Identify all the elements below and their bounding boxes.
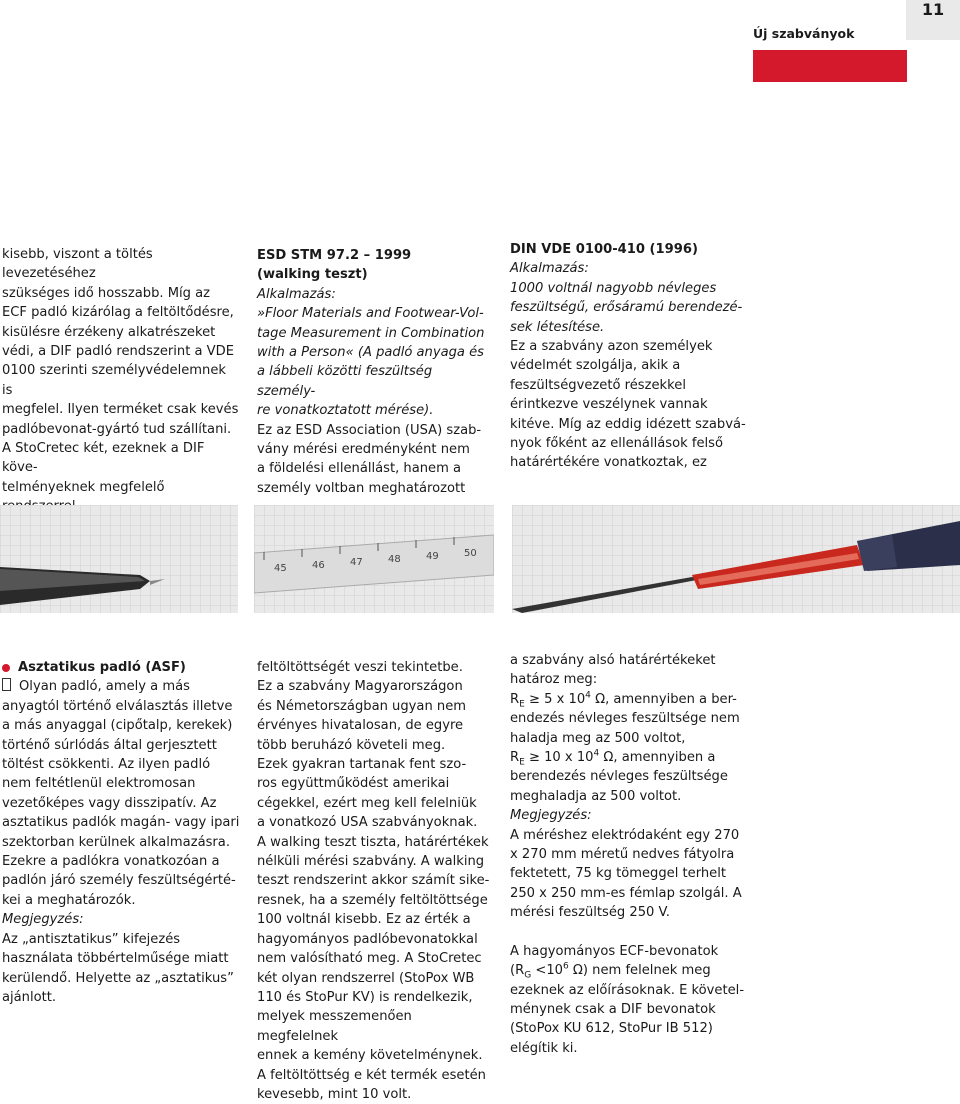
box-glyph-icon — [2, 678, 11, 691]
text-line: Ezek gyakran tartanak fent szo- — [257, 757, 467, 773]
formula-symbol: R — [510, 691, 520, 707]
formula-subscript: E — [519, 699, 525, 710]
text-line: Ezekre a padlókra vonatkozóan a — [2, 854, 220, 870]
ruler-number: 47 — [350, 557, 363, 568]
text-line: ennek a kemény követelménynek. — [257, 1048, 483, 1064]
text-line — [2, 677, 240, 696]
text-line: re vonatkoztatott mérése). — [257, 403, 434, 419]
text-line: 100 voltnál kisebb. Ez az érték a — [257, 912, 471, 928]
formula-unit: Ω, amennyiben a ber- — [590, 691, 737, 707]
text-line: A StoCretec két, ezeknek a DIF köve- — [2, 441, 205, 476]
text-line: töltést csökkenti. Az ilyen padló — [2, 757, 211, 773]
text-line: kerülendő. Helyette az „asztatikus” — [2, 970, 234, 986]
text-line: padlóbevonat-gyártó tud szállítani. — [2, 421, 232, 437]
photo-ruler — [254, 505, 494, 613]
application-label: Alkalmazás: — [510, 261, 589, 277]
text-line: feszültségvezető részekkel — [510, 377, 686, 393]
text-line: határértékére vonatkoztak, ez — [510, 455, 707, 471]
bottom-column-3 — [510, 651, 746, 1058]
text-line: fektetett, 75 kg tömeggel terhelt — [510, 866, 727, 882]
standard-title: ESD STM 97.2 – 1999 — [257, 248, 412, 263]
text-line: Az „antisztatikus” kifejezés — [2, 931, 181, 947]
text-line: padlón járó személy feszültségérté- — [2, 873, 236, 889]
text-line: vány mérési eredményként nem — [257, 442, 470, 458]
text-line: tage Measurement in Combination — [257, 325, 485, 341]
text-line: a szabvány alsó határértékeket — [510, 653, 716, 668]
text-line: Ez a szabvány Magyarországon — [257, 679, 463, 695]
formula-line — [510, 690, 746, 709]
text-line: Ez a szabvány azon személyek — [510, 339, 713, 355]
text-line: szektorban kerülnek alkalmazásra. — [2, 834, 230, 850]
text-line: több beruházó követeli meg. — [257, 737, 446, 753]
text-line: 110 és StoPur KV) is rendelkezik, — [257, 989, 473, 1005]
text-line: melyek messzemenően megfelelnek — [257, 1009, 412, 1044]
text-line: teszt rendszerint akkor számít sike- — [257, 873, 490, 889]
text-line: feltöltöttségét veszi tekintetbe. — [257, 660, 463, 675]
formula-superscript: 4 — [585, 690, 591, 701]
text-line: sek létesítése. — [510, 319, 605, 335]
text-line: a más anyaggal (cipőtalp, kerekek) — [2, 718, 233, 734]
text-line: 1000 voltnál nagyobb névleges — [510, 280, 717, 296]
text-line: érintkezve veszélynek vannak — [510, 397, 708, 413]
text-line: ECF padló kizárólag a feltöltődésre, — [2, 305, 234, 321]
text-line: és Németországban ugyan nem — [257, 698, 467, 714]
text-line: megfelel. Ilyen terméket csak kevés — [2, 402, 239, 418]
text-line: ezeknek az előírásoknak. E követel- — [510, 982, 745, 998]
asf-heading — [2, 658, 240, 677]
text-line-content: Olyan padló, amely a más — [19, 679, 190, 695]
top-column-2 — [257, 246, 493, 498]
text-line: ménynek csak a DIF bevonatok — [510, 1001, 716, 1017]
text-line: nélküli mérési szabvány. A walking — [257, 854, 485, 870]
formula-subscript: E — [519, 757, 525, 768]
text-line: with a Person« (A padló anyaga és — [257, 345, 484, 361]
formula-text: <10 — [531, 963, 563, 979]
text-line: nem feltétlenül elektromosan — [2, 776, 196, 792]
text-line: szükséges idő hosszabb. Míg az — [2, 285, 211, 301]
text-line: A méréshez elektródaként egy 270 — [510, 827, 740, 843]
photo-pen-tip — [0, 505, 238, 613]
formula-symbol: R — [510, 750, 520, 766]
text-line: személy voltban meghatározott — [257, 480, 466, 496]
standard-subtitle: (walking teszt) — [257, 267, 368, 283]
text-line: kevesebb, mint 10 volt. — [257, 1086, 412, 1102]
text-line: 250 x 250 mm-es fémlap szolgál. A — [510, 885, 742, 901]
formula-unit: Ω, amennyiben a — [599, 750, 716, 766]
header-accent-bar — [753, 50, 907, 82]
text-line: kisebb, viszont a töltés levezetéséhez — [2, 247, 153, 282]
text-line: nyok főként az ellenállások felső — [510, 436, 723, 452]
text-line: érvényes hivatalosan, de egyre — [257, 718, 464, 734]
formula-superscript: 4 — [593, 748, 600, 759]
ruler-number: 50 — [464, 548, 477, 559]
text-line: (StoPox KU 612, StoPur IB 512) — [510, 1021, 713, 1037]
text-line: anyagtól történő elválasztás illetve — [2, 698, 233, 714]
text-line: kitéve. Míg az eddig idézett szabvá- — [510, 416, 746, 432]
text-line: A hagyományos ECF-bevonatok — [510, 943, 719, 959]
formula-subscript: G — [524, 970, 532, 981]
text-line: cégekkel, ezért meg kell felelniük — [257, 795, 477, 811]
text-line: két olyan rendszerrel (StoPox WB — [257, 970, 475, 986]
asf-heading-text: Asztatikus padló (ASF) — [18, 660, 186, 675]
text-line: feszültségű, erősáramú berendezé- — [510, 300, 743, 316]
text-line: vezetőképes vagy disszipatív. Az — [2, 795, 217, 811]
red-bullet-icon — [2, 664, 10, 672]
ruler-number: 49 — [426, 551, 439, 562]
text-line: használata többértelműsége miatt — [2, 951, 229, 967]
text-line: haladja meg az 500 voltot, — [510, 730, 686, 746]
page-number: 11 — [906, 0, 960, 40]
formula-superscript: 6 — [563, 961, 569, 972]
ruler-number: 46 — [312, 560, 325, 571]
text-line: a lábbeli közötti feszültség személy- — [257, 364, 433, 399]
section-label: Új szabványok — [753, 26, 855, 41]
text-line: nem valósítható meg. A StoCretec — [257, 951, 482, 967]
text-line: határoz meg: — [510, 672, 598, 688]
formula-unit: Ω) nem felelnek meg — [568, 963, 711, 979]
text-line: telményeknek megfelelő — [2, 479, 165, 495]
text-line: elégítik ki. — [510, 1040, 578, 1056]
formula-text: ≥ 5 x 10 — [524, 691, 586, 707]
text-line: a vonatkozó USA szabványoknak. — [257, 815, 478, 831]
text-line: mérési feszültség 250 V. — [510, 905, 670, 921]
text-line: asztatikus padlók magán- vagy ipari — [2, 815, 240, 831]
text-line: A walking teszt tiszta, határértékek — [257, 834, 489, 850]
text-line: védi, a DIF padló rendszerint a VDE — [2, 344, 234, 360]
text-line: védelmét szolgálja, akik a — [510, 358, 681, 374]
text-line: »Floor Materials and Footwear-Vol- — [257, 306, 484, 322]
text-line: Ez az ESD Association (USA) szab- — [257, 422, 482, 438]
bottom-column-2 — [257, 658, 493, 1104]
ruler-number: 48 — [388, 554, 401, 565]
text-line: kei a meghatározók. — [2, 892, 136, 908]
text-line: endezés névleges feszültsége nem — [510, 711, 740, 727]
text-line: hagyományos padlóbevonatokkal — [257, 931, 478, 947]
note-label: Megjegyzés: — [510, 808, 592, 824]
application-label: Alkalmazás: — [257, 286, 336, 302]
formula-text: ≥ 10 x 10 — [524, 750, 594, 766]
text-line: történő súrlódás által gerjesztett — [2, 737, 217, 753]
text-line: berendezés névleges feszültsége — [510, 769, 728, 785]
text-line: meghaladja az 500 voltot. — [510, 788, 682, 804]
formula-symbol: (R — [510, 963, 525, 979]
standard-title: DIN VDE 0100-410 (1996) — [510, 242, 698, 257]
text-line: x 270 mm méretű nedves fátyolra — [510, 847, 735, 863]
text-line: resnek, ha a személy feltöltöttsége — [257, 892, 488, 908]
text-line: kisülésre érzékeny alkatrészeket — [2, 324, 216, 340]
photo-red-pen — [512, 505, 960, 613]
note-label: Megjegyzés: — [2, 912, 84, 928]
text-line: ajánlott. — [2, 989, 57, 1005]
formula-line — [510, 961, 746, 980]
text-line: 0100 szerinti személyvédelemnek is — [2, 363, 226, 398]
bottom-column-1 — [2, 658, 240, 1007]
text-line: ros együttműködést amerikai — [257, 776, 450, 792]
text-line: A feltöltöttség e két termék esetén — [257, 1067, 486, 1083]
formula-line — [510, 748, 746, 767]
top-column-3 — [510, 240, 746, 473]
paragraph-spacer — [510, 923, 746, 942]
ruler-number: 45 — [274, 563, 287, 574]
text-line: a földelési ellenállást, hanem a — [257, 461, 462, 477]
